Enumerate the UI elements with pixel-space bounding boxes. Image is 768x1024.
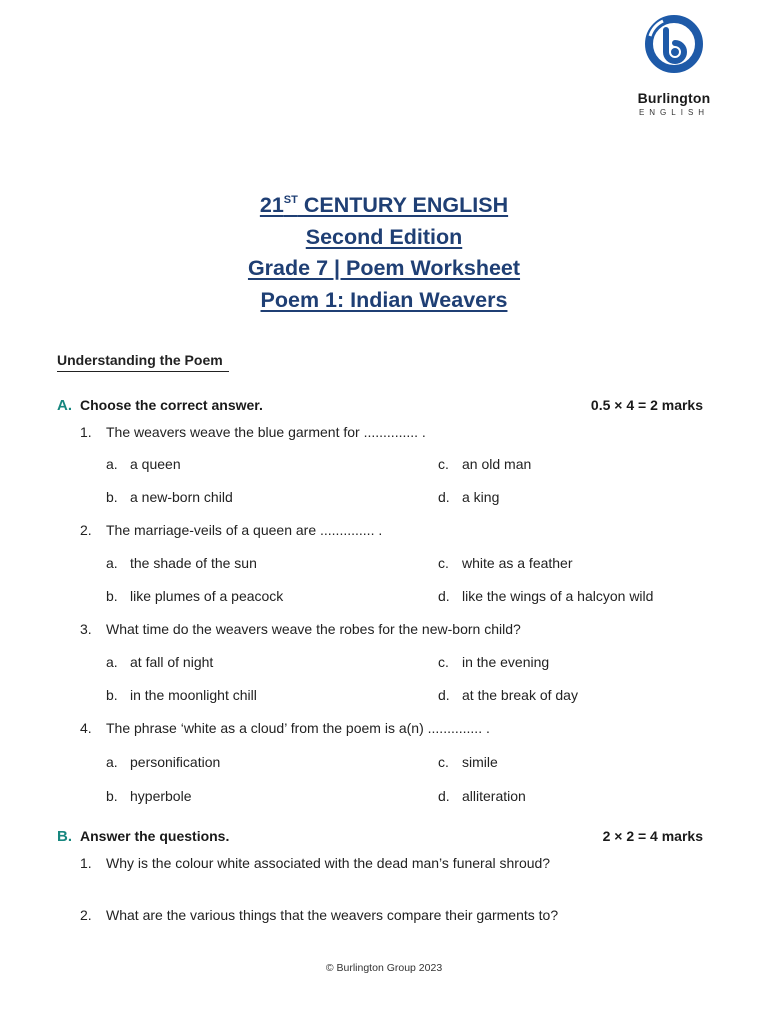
title-line-4: Poem 1: Indian Weavers xyxy=(260,287,508,312)
section-heading: Understanding the Poem xyxy=(57,352,229,372)
option-a1-b: b. a new-born child xyxy=(106,489,233,505)
option-a1-c: c. an old man xyxy=(438,456,532,472)
option-a4-d: d. alliteration xyxy=(438,788,526,804)
option-a3-a: a. at fall of night xyxy=(106,654,214,670)
option-a4-c: c. simile xyxy=(438,754,498,770)
option-a1-a: a. a queen xyxy=(106,456,181,472)
question-b2: 2. What are the various things that the weavers compare their garments to? xyxy=(80,907,559,923)
option-a2-d: d. like the wings of a halcyon wild xyxy=(438,588,654,604)
option-a3-b: b. in the moonlight chill xyxy=(106,687,257,703)
worksheet-title xyxy=(0,185,768,316)
option-a3-c: c. in the evening xyxy=(438,654,550,670)
burlington-logo xyxy=(628,12,720,117)
title-line-1: 21ST CENTURY ENGLISH xyxy=(259,193,509,217)
option-a2-b: b. like plumes of a peacock xyxy=(106,588,284,604)
logo-brand-text: Burlington xyxy=(637,90,711,106)
option-a3-d: d. at the break of day xyxy=(438,687,578,703)
part-b-letter: B. xyxy=(57,828,72,845)
question-a3: 3. What time do the weavers weave the robes for the new-born child? xyxy=(80,621,521,637)
option-a2-a: a. the shade of the sun xyxy=(106,555,257,571)
option-a4-b: b. hyperbole xyxy=(106,788,192,804)
title-line-3: Grade 7 | Poem Worksheet xyxy=(247,256,521,280)
question-a2: 2. The marriage-veils of a queen are .............. . xyxy=(80,522,383,538)
question-a1: 1. The weavers weave the blue garment for .............. . xyxy=(80,424,426,440)
part-b-heading xyxy=(57,828,229,845)
part-b-instruction: Answer the questions. xyxy=(80,828,230,844)
logo-sub-text: ENGLISH xyxy=(638,108,710,117)
part-a-marks: 0.5 × 4 = 2 marks xyxy=(590,397,703,413)
copyright-footer: © Burlington Group 2023 xyxy=(325,962,443,974)
burlington-swirl-icon xyxy=(645,14,703,74)
part-a-instruction: Choose the correct answer. xyxy=(80,397,263,413)
option-a2-c: c. white as a feather xyxy=(438,555,573,571)
option-a4-a: a. personification xyxy=(106,754,221,770)
title-line-2: Second Edition xyxy=(305,224,463,249)
question-b1: 1. Why is the colour white associated with the dead man’s funeral shroud? xyxy=(80,855,551,871)
question-a4: 4. The phrase ‘white as a cloud’ from the poem is a(n) .............. . xyxy=(80,720,490,736)
part-a-heading xyxy=(57,397,263,414)
part-b-marks: 2 × 2 = 4 marks xyxy=(602,828,703,844)
part-a-letter: A. xyxy=(57,397,72,414)
option-a1-d: d. a king xyxy=(438,489,500,505)
